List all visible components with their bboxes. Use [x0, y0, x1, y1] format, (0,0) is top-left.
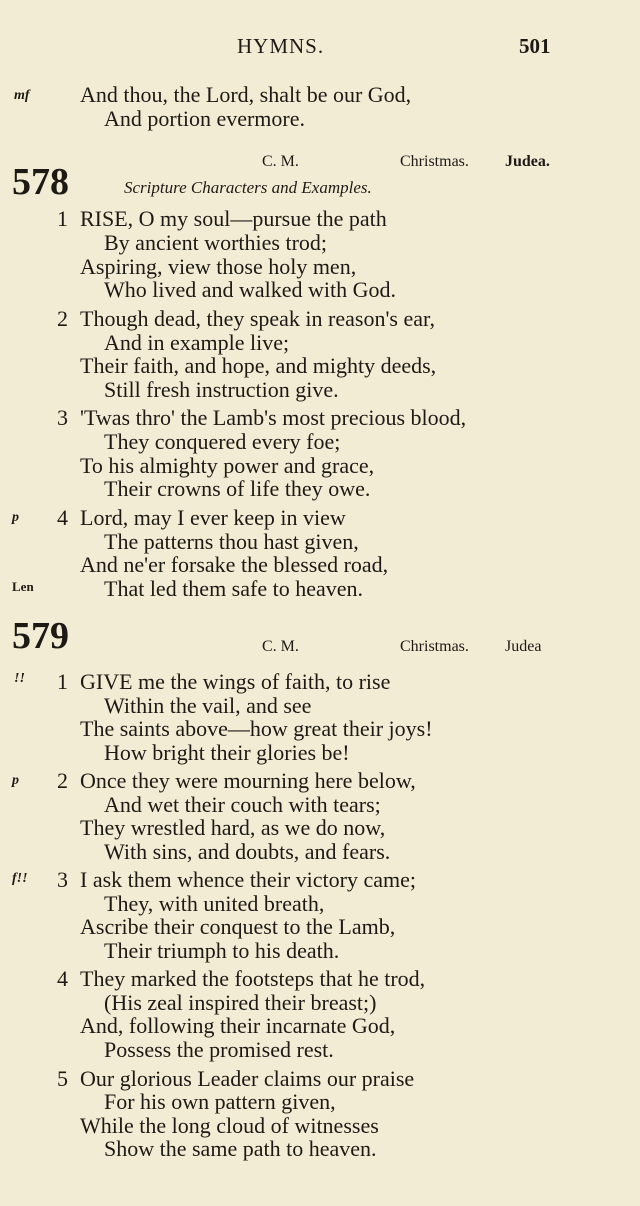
- verse-line: And wet their couch with tears;: [104, 792, 381, 817]
- verse-line: For his own pattern given,: [104, 1089, 336, 1114]
- verse-line: The saints above—how great their joys!: [80, 716, 433, 741]
- verse-line: And portion evermore.: [104, 106, 305, 131]
- tune-name: Christmas.: [400, 638, 469, 655]
- verse-number: 5: [57, 1066, 68, 1091]
- verse-line: GIVE me the wings of faith, to rise: [80, 669, 391, 694]
- hymn-meter: C. M.: [262, 153, 299, 170]
- verse-line: Show the same path to heaven.: [104, 1136, 377, 1161]
- verse-line: They wrestled hard, as we do now,: [80, 815, 386, 840]
- verse-line: They marked the footsteps that he trod,: [80, 966, 426, 991]
- verse-line: Aspiring, view those holy men,: [80, 254, 357, 279]
- running-header-title: HYMNS.: [237, 34, 325, 58]
- verse-line: Their faith, and hope, and mighty deeds,: [80, 353, 437, 378]
- dynamic-marking: f!!: [12, 871, 28, 886]
- verse-line: I ask them whence their victory came;: [80, 867, 416, 892]
- verse-line: Ascribe their conquest to the Lamb,: [80, 914, 396, 939]
- hymn-number: 578: [12, 161, 69, 203]
- verse-line: And thou, the Lord, shalt be our God,: [80, 82, 412, 107]
- verse-number: 4: [57, 505, 68, 530]
- verse-number: 2: [57, 768, 68, 793]
- hymn-number: 579: [12, 615, 69, 657]
- verse-number: 1: [57, 669, 68, 694]
- hymn-subtitle: Scripture Characters and Examples.: [124, 178, 372, 197]
- verse-number: 1: [57, 206, 68, 231]
- verse-line: Their triumph to his death.: [104, 938, 340, 963]
- verse-line: By ancient worthies trod;: [104, 230, 328, 255]
- verse-line: RISE, O my soul—pursue the path: [80, 206, 387, 231]
- page-number: 501: [519, 34, 551, 58]
- hymn-meter: C. M.: [262, 638, 299, 655]
- dynamic-marking: !!: [14, 671, 25, 686]
- verse-line: They conquered every foe;: [104, 429, 341, 454]
- dynamic-marking: mf: [14, 88, 30, 103]
- verse-line: While the long cloud of witnesses: [80, 1113, 379, 1138]
- verse-line: Still fresh instruction give.: [104, 377, 339, 402]
- verse-line: Though dead, they speak in reason's ear,: [80, 306, 435, 331]
- verse-line: And in example live;: [104, 330, 290, 355]
- verse-number: 3: [57, 405, 68, 430]
- verse-line: How bright their glories be!: [104, 740, 350, 765]
- verse-line: Once they were mourning here below,: [80, 768, 416, 793]
- verse-number: 4: [57, 966, 68, 991]
- tune-name: Judea.: [505, 153, 550, 170]
- verse-line: Lord, may I ever keep in view: [80, 505, 346, 530]
- verse-line: That led them safe to heaven.: [104, 576, 364, 601]
- verse-line: Who lived and walked with God.: [104, 277, 397, 302]
- verse-number: 2: [57, 306, 68, 331]
- tune-name: Christmas.: [400, 153, 469, 170]
- verse-line: Their crowns of life they owe.: [104, 476, 371, 501]
- verse-number: 3: [57, 867, 68, 892]
- verse-line: Possess the promised rest.: [104, 1037, 334, 1062]
- verse-line: 'Twas thro' the Lamb's most precious blood,: [80, 405, 467, 430]
- verse-line: (His zeal inspired their breast;): [104, 990, 377, 1015]
- dynamic-marking: Len: [12, 579, 34, 594]
- verse-line: To his almighty power and grace,: [80, 453, 375, 478]
- dynamic-marking: p: [12, 773, 19, 788]
- verse-line: And, following their incarnate God,: [80, 1013, 396, 1038]
- verse-line: And ne'er forsake the blessed road,: [80, 552, 389, 577]
- verse-line: With sins, and doubts, and fears.: [104, 839, 391, 864]
- dynamic-marking: p: [12, 510, 19, 525]
- verse-line: Our glorious Leader claims our praise: [80, 1066, 415, 1091]
- verse-line: The patterns thou hast given,: [104, 529, 359, 554]
- verse-line: Within the vail, and see: [104, 693, 312, 718]
- verse-line: They, with united breath,: [104, 891, 325, 916]
- tune-name: Judea: [505, 638, 542, 655]
